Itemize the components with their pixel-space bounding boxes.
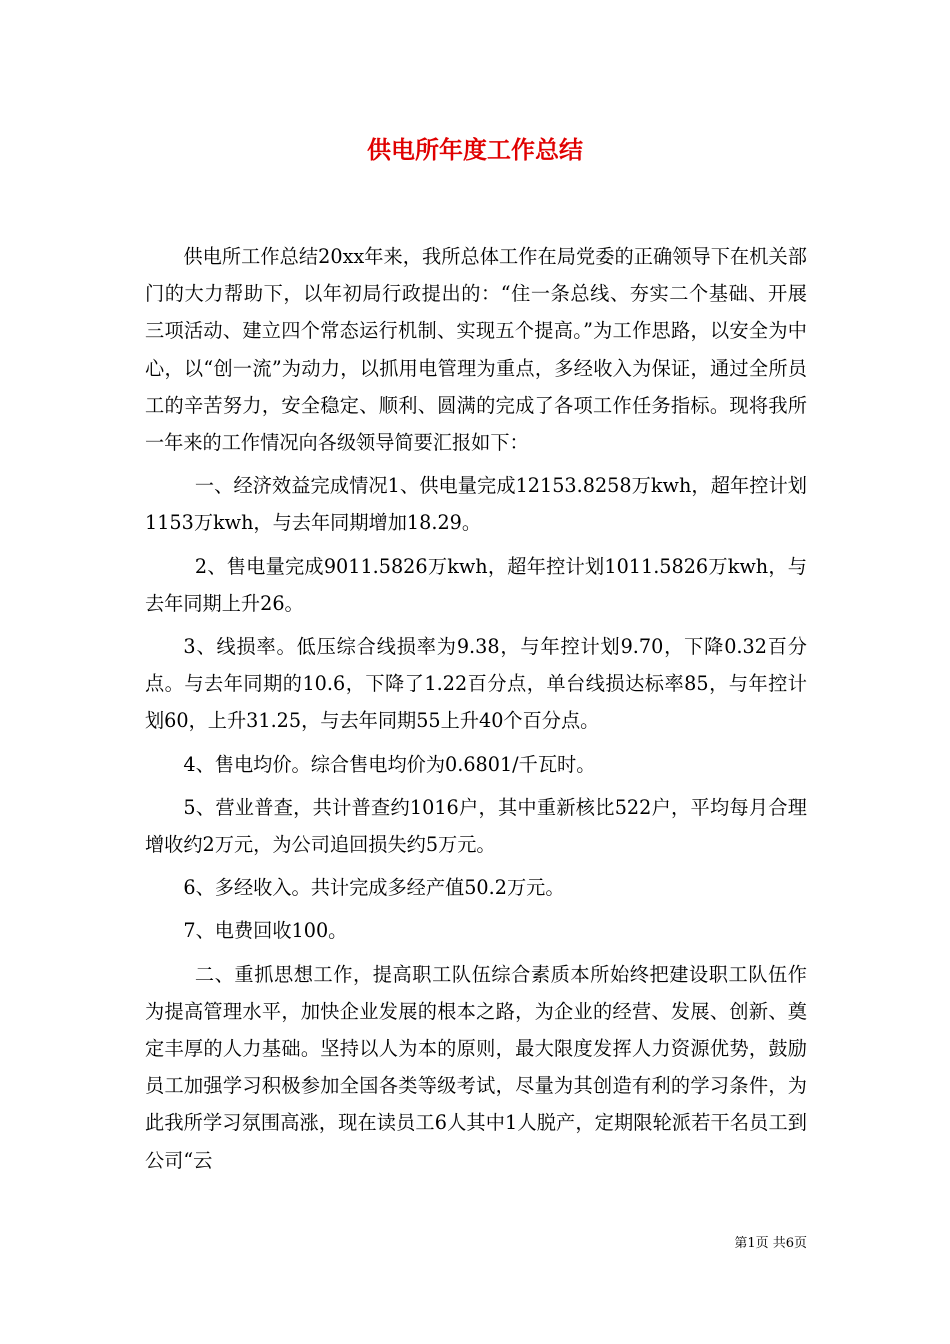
document-title: 供电所年度工作总结: [367, 135, 583, 164]
paragraph-economic-3: 3、线损率。低压综合线损率为9.38，与年控计划9.70，下降0.32百分点。与去年同期的10.6，下降了1.22百分点，单台线损达标率85，与年控计划60，上升31.25，与去年同期55上升40个百分点。: [145, 635, 807, 733]
paragraph-economic-5: 5、营业普查，共计普查约1016户，其中重新核比522户，平均每月合理增收约2万元，为公司追回损失约5万元。: [145, 795, 807, 857]
paragraph-economic-1: 一、经济效益完成情况1、供电量完成12153.8258万kwh，超年控计划1153万kwh，与去年同期增加18.29。: [145, 474, 807, 535]
paragraph-economic-4: 4、售电均价。综合售电均价为0.6801/千瓦时。: [183, 752, 596, 776]
paragraph-economic-2: 2、售电量完成9011.5826万kwh，超年控计划1011.5826万kwh，与去年同期上升26。: [145, 554, 807, 615]
paragraph-section-2: 二、重抓思想工作，提高职工队伍综合素质本所始终把建设职工队伍作为提高管理水平，加快企业发展的根本之路，为企业的经营、发展、创新、奠定丰厚的人力基础。坚持以人为本的原则，最大限度发挥人力资源优势，鼓励员工加强学习积极参加全国各类等级考试，尽量为其创造有利的学习条件，为此我所学习氛围高涨，现在读员工6人其中1人脱产，定期限轮派若干名员工到公司“云: [145, 962, 807, 1172]
document-body: [145, 238, 807, 1185]
page-number: 第1页 共6页: [734, 1236, 807, 1251]
paragraph-economic-6: 6、多经收入。共计完成多经产值50.2万元。: [183, 876, 565, 900]
paragraph-intro: 供电所工作总结20xx年来，我所总体工作在局党委的正确领导下在机关部门的大力帮助下，以年初局行政提出的：“住一条总线、夯实二个基础、开展三项活动、建立四个常态运行机制、实现五个提高。”为工作思路，以安全为中心，以“创一流”为动力，以抓用电管理为重点，多经收入为保证，通过全所员工的辛苦努力，安全稳定、顺利、圆满的完成了各项工作任务指标。现将我所一年来的工作情况向各级领导简要汇报如下：: [145, 245, 807, 455]
paragraph-economic-7: 7、电费回收100。: [183, 919, 348, 943]
